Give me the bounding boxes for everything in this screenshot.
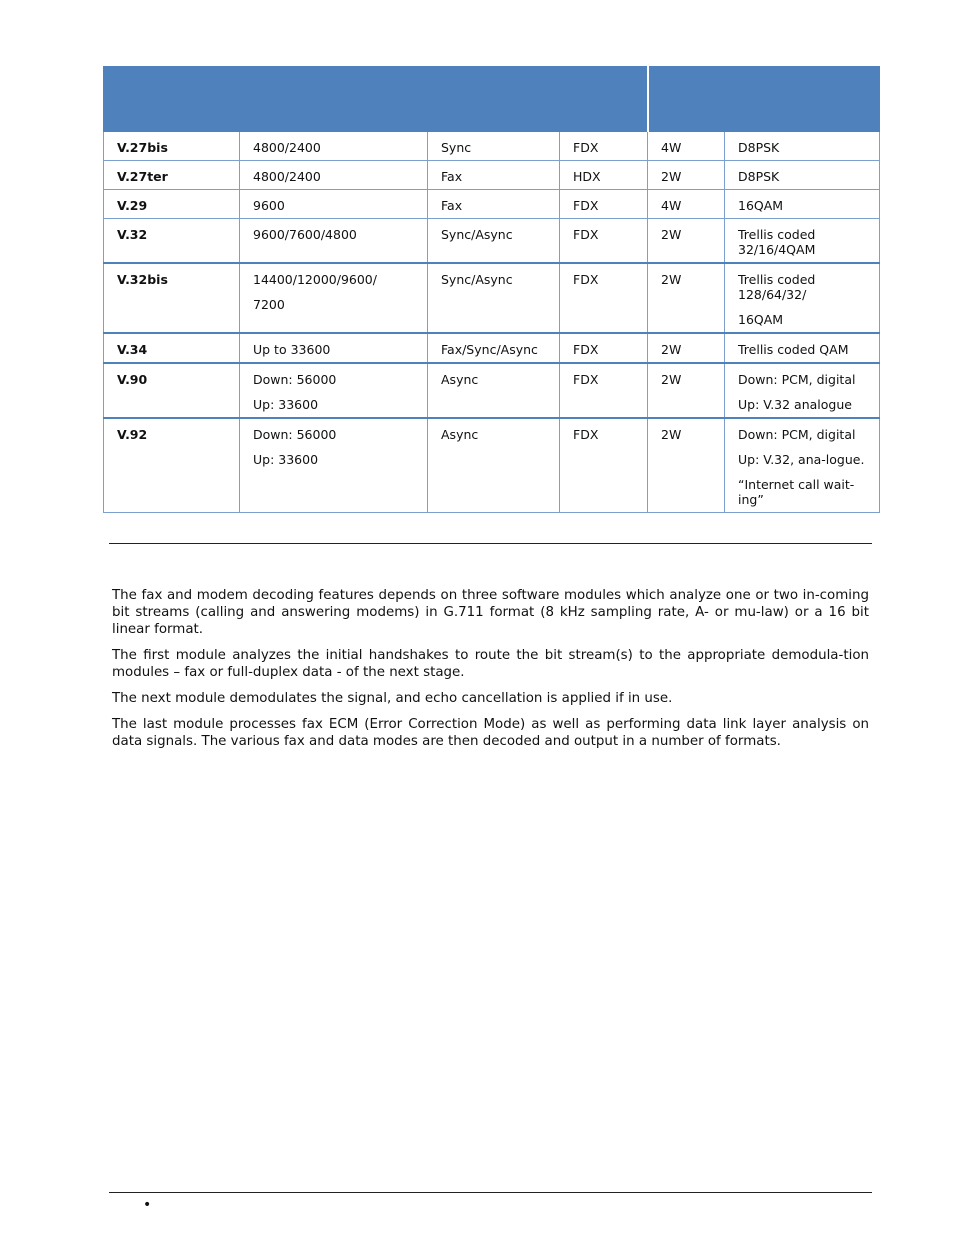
standard-cell: V.92 — [104, 418, 240, 513]
modulation-cell-line: Trellis coded 128/64/32/ — [738, 272, 816, 302]
speed-cell-line: Up: 33600 — [253, 397, 319, 412]
table-row — [104, 263, 880, 333]
mode-cell: Async — [428, 363, 560, 418]
modulation-cell — [725, 363, 880, 418]
speed-cell-line: Up to 33600 — [253, 342, 331, 357]
speed-cell — [240, 333, 428, 363]
mode-cell: Fax — [428, 161, 560, 190]
wires-cell: 2W — [648, 219, 725, 264]
standard-cell: V.27bis — [104, 132, 240, 161]
modulation-cell-line: Down: PCM, digital — [738, 372, 856, 387]
modulation-cell-line: Down: PCM, digital — [738, 427, 856, 442]
modulation-cell-line: 16QAM — [738, 198, 784, 213]
table-row — [104, 219, 880, 264]
modulation-cell-line: D8PSK — [738, 140, 780, 155]
wires-cell: 4W — [648, 132, 725, 161]
speed-cell-line: Up: 33600 — [253, 452, 319, 467]
standard-cell: V.29 — [104, 190, 240, 219]
wires-cell: 4W — [648, 190, 725, 219]
mode-cell: Async — [428, 418, 560, 513]
speed-cell-line: 9600 — [253, 198, 285, 213]
table-row — [104, 132, 880, 161]
speed-cell — [240, 132, 428, 161]
wires-cell: 2W — [648, 418, 725, 513]
mode-cell: Sync/Async — [428, 263, 560, 333]
speed-cell — [240, 219, 428, 264]
footer-bullet: • — [143, 1197, 152, 1213]
duplex-cell: FDX — [560, 263, 648, 333]
modulation-cell — [725, 263, 880, 333]
wires-cell: 2W — [648, 363, 725, 418]
body-text — [112, 587, 869, 759]
table-row — [104, 418, 880, 513]
speed-cell — [240, 263, 428, 333]
mode-cell: Fax — [428, 190, 560, 219]
speed-cell — [240, 363, 428, 418]
speed-cell-line: 14400/12000/9600/ — [253, 272, 377, 287]
wires-cell: 2W — [648, 161, 725, 190]
modulation-cell-line: Trellis coded 32/16/4QAM — [738, 227, 816, 257]
table-row — [104, 161, 880, 190]
modulation-cell — [725, 333, 880, 363]
modulation-cell — [725, 190, 880, 219]
speed-cell — [240, 161, 428, 190]
wires-cell: 2W — [648, 333, 725, 363]
paragraph: The last module processes fax ECM (Error Correction Mode) as well as performing data link layer analysis on data signals. The various fax and data modes are then decoded and output in a number of formats. — [112, 717, 869, 749]
table-row — [104, 190, 880, 219]
paragraph: The next module demodulates the signal, and echo cancellation is applied if in use. — [112, 691, 673, 706]
modulation-cell — [725, 418, 880, 513]
modulation-cell — [725, 219, 880, 264]
speed-cell — [240, 418, 428, 513]
standard-cell: V.32 — [104, 219, 240, 264]
speed-cell — [240, 190, 428, 219]
mode-cell: Fax/Sync/Async — [428, 333, 560, 363]
table-header-cell — [104, 67, 648, 132]
duplex-cell: FDX — [560, 132, 648, 161]
speed-cell-line: 4800/2400 — [253, 140, 321, 155]
duplex-cell: FDX — [560, 418, 648, 513]
modulation-cell — [725, 161, 880, 190]
wires-cell: 2W — [648, 263, 725, 333]
standard-cell: V.32bis — [104, 263, 240, 333]
footer-divider — [109, 1192, 872, 1193]
duplex-cell: FDX — [560, 190, 648, 219]
speed-cell-line: 4800/2400 — [253, 169, 321, 184]
speed-cell-line: Down: 56000 — [253, 427, 337, 442]
table-row — [104, 333, 880, 363]
standard-cell: V.34 — [104, 333, 240, 363]
modulation-cell-line: “Internet call wait-ing” — [738, 477, 855, 507]
duplex-cell: FDX — [560, 333, 648, 363]
mode-cell: Sync — [428, 132, 560, 161]
modulation-cell-line: Up: V.32, ana-logue. — [738, 452, 865, 467]
table-header-row — [104, 67, 880, 132]
mode-cell: Sync/Async — [428, 219, 560, 264]
speed-cell-line: 9600/7600/4800 — [253, 227, 357, 242]
speed-cell-line: 7200 — [253, 297, 285, 312]
standard-cell: V.27ter — [104, 161, 240, 190]
modem-standards-table — [103, 66, 879, 513]
paragraph: The first module analyzes the initial handshakes to route the bit stream(s) to the appropriate demodula-tion modules – fax or full-duplex data - of the next stage. — [112, 648, 869, 680]
duplex-cell: HDX — [560, 161, 648, 190]
modulation-cell-line: D8PSK — [738, 169, 780, 184]
duplex-cell: FDX — [560, 363, 648, 418]
table-row — [104, 363, 880, 418]
speed-cell-line: Down: 56000 — [253, 372, 337, 387]
table-header-cell — [648, 67, 880, 132]
modulation-cell-line: 16QAM — [738, 312, 784, 327]
standard-cell: V.90 — [104, 363, 240, 418]
duplex-cell: FDX — [560, 219, 648, 264]
modulation-cell — [725, 132, 880, 161]
paragraph: The fax and modem decoding features depends on three software modules which analyze one or two in-coming bit streams (calling and answering modems) in G.711 format (8 kHz sampling rate, A- or mu-law) or a 16 bit linear format. — [112, 588, 869, 637]
modulation-cell-line: Up: V.32 analogue — [738, 397, 852, 412]
modulation-cell-line: Trellis coded QAM — [738, 342, 849, 357]
section-divider — [109, 543, 872, 544]
